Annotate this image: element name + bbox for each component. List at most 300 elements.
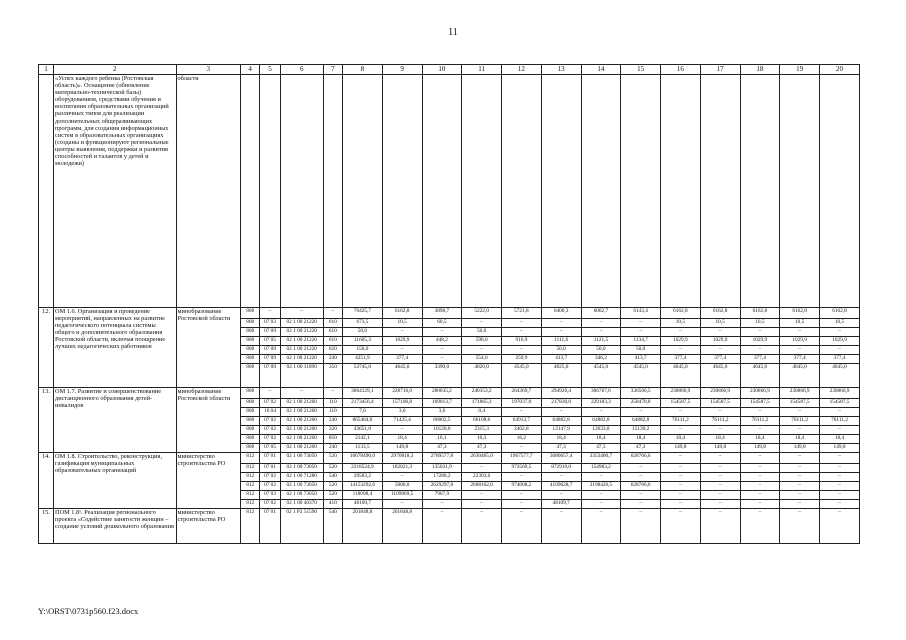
amount-cell: 53745,0 [343,364,383,388]
budget-code-cell: 110 [323,399,342,408]
amount-cell: 18,4 [820,435,860,444]
budget-code-cell: 02 1 00 21260 [280,417,323,426]
amount-cell: 6162,8 [661,308,701,319]
amount-cell: 306767,6 [581,388,621,399]
budget-code-cell: 808 [241,337,260,346]
amount-cell: 4645,0 [740,364,780,388]
amount-cell: 3898,7 [422,308,462,319]
budget-code-cell: – [280,308,323,319]
measure-name: ОМ 1.7. Развитие и совершенствование дистанционного образования детей-инвалидов [54,388,177,453]
amount-cell: 149,8 [661,444,701,453]
amount-cell [462,75,502,308]
amount-cell [700,75,740,308]
budget-code-cell: 540 [323,509,342,544]
amount-cell: 16,3 [462,435,502,444]
amount-cell: 2970818,3 [382,453,422,464]
budget-code-cell: 520 [323,464,342,473]
budget-code-cell: 808 [241,328,260,337]
executor-name: министерство строительства РО [176,453,240,509]
budget-code-cell: 02 1 00 11090 [280,364,323,388]
amount-cell: 5000,0 [382,482,422,491]
budget-code-cell: – [280,388,323,399]
column-number: 13 [541,65,581,75]
amount-cell: 2318524,9 [343,464,383,473]
budget-code-cell: 850 [323,435,342,444]
amount-cell: 2608162,0 [462,482,502,491]
amount-cell: 4545,0 [502,364,542,388]
amount-cell: 230866,9 [820,388,860,399]
amount-cell: – [502,444,542,453]
budget-code-cell: 410 [323,500,342,509]
amount-cell: – [780,328,820,337]
amount-cell: 4645,0 [382,364,422,388]
budget-code-cell: 808 [241,399,260,408]
amount-cell: 7967,9 [422,491,462,500]
amount-cell: 4020,0 [462,364,502,388]
budget-code-cell: 808 [241,346,260,355]
amount-cell: 1029,9 [382,337,422,346]
amount-cell: 872919,0 [541,464,581,473]
column-number: 17 [700,65,740,75]
amount-cell: 64882,8 [621,417,661,426]
amount-cell: 230866,9 [700,388,740,399]
amount-cell: – [541,328,581,337]
amount-cell: 598,0 [462,337,502,346]
amount-cell: 6400,3 [541,308,581,319]
amount-cell: 154587,5 [700,399,740,408]
budget-code-cell: 350 [323,364,342,388]
amount-cell: 377,4 [661,355,701,364]
amount-cell: – [780,453,820,464]
amount-cell: 16,2 [502,435,542,444]
amount-cell: 280035,2 [422,388,462,399]
page-number: 11 [448,27,458,38]
amount-cell: – [700,464,740,473]
amount-cell: 76111,2 [700,417,740,426]
budget-code-cell: 610 [323,328,342,337]
amount-cell: 48109,7 [343,500,383,509]
budget-code-cell: 07 09 [260,355,280,364]
amount-cell: 3,6 [382,408,422,417]
amount-cell: – [740,346,780,355]
budget-code-cell: 02 1 00 21260 [280,435,323,444]
amount-cell: 4645,0 [820,364,860,388]
amount-cell: 377,4 [700,355,740,364]
budget-code-cell: 320 [323,426,342,435]
amount-cell: 10,5 [661,319,701,328]
amount-cell: 5222,0 [462,308,502,319]
amount-cell: 1111,6 [541,337,581,346]
amount-cell: 259,9 [502,355,542,364]
amount-cell: 1133,5 [343,444,383,453]
amount-cell: 18,4 [382,435,422,444]
amount-cell: – [382,426,422,435]
amount-cell: – [541,491,581,500]
budget-code-cell: 07 03 [260,319,280,328]
budget-code-cell: 520 [323,482,342,491]
budget-table [38,64,860,544]
amount-cell: – [661,328,701,337]
amount-cell: 154587,5 [780,399,820,408]
amount-cell: – [581,328,621,337]
measure-name: ОМ 1.8. Строительство, реконструкция, газификация муниципальных образовательных организаций [54,453,177,509]
amount-cell: – [820,464,860,473]
amount-cell: – [661,500,701,509]
amount-cell: 71435,4 [382,417,422,426]
budget-code-cell [323,75,342,308]
budget-code-cell: 520 [323,491,342,500]
amount-cell: 2315,3 [462,426,502,435]
amount-cell: – [462,500,502,509]
budget-code-cell: 812 [241,453,260,464]
amount-cell: – [581,473,621,482]
column-number: 19 [780,65,820,75]
amount-cell: 182021,3 [382,464,422,473]
amount-cell: 43651,0 [343,426,383,435]
amount-cell: – [502,473,542,482]
executor-name: минобразование Ростовской области [176,308,240,388]
amount-cell: 10,5 [382,319,422,328]
amount-cell: – [621,509,661,544]
amount-cell: – [502,328,542,337]
header-row [39,65,860,75]
budget-code-cell: 07 02 [260,435,280,444]
amount-cell: – [820,509,860,544]
amount-cell: – [621,464,661,473]
amount-cell: 50,0 [462,328,502,337]
row-number: 12. [39,308,54,388]
column-number: 2 [54,65,177,75]
amount-cell: 48109,7 [541,500,581,509]
amount-cell: 18,4 [581,435,621,444]
amount-cell: 4545,0 [581,364,621,388]
amount-cell: 70425,7 [343,308,383,319]
amount-cell: 1029,9 [661,337,701,346]
budget-code-cell: 02 1 00 73050 [280,453,323,464]
column-number: 3 [176,65,240,75]
amount-cell: 16,1 [422,435,462,444]
amount-cell: 217830,0 [541,399,581,408]
amount-cell: 47,3 [541,444,581,453]
amount-cell: – [820,453,860,464]
amount-cell: 448,2 [422,337,462,346]
amount-cell: – [541,408,581,417]
amount-cell: 6162,8 [740,308,780,319]
amount-cell: 17280,2 [422,473,462,482]
budget-code-cell: 808 [241,444,260,453]
amount-cell: 10,5 [740,319,780,328]
amount-cell: 6162,8 [820,308,860,319]
budget-code-cell: 240 [323,417,342,426]
amount-cell: – [581,509,621,544]
budget-code-cell: 610 [323,319,342,328]
amount-cell: – [621,319,661,328]
amount-cell: 377,4 [820,355,860,364]
amount-cell: – [462,346,502,355]
budget-code-cell: 07 01 [260,464,280,473]
amount-cell: 201848,8 [382,509,422,544]
budget-code-cell: 07 05 [260,444,280,453]
table-row [39,453,860,464]
amount-cell: – [740,491,780,500]
column-number: 6 [280,65,323,75]
amount-cell: – [820,482,860,491]
amount-cell: 4251,9 [343,355,383,364]
amount-cell: 3,6 [422,408,462,417]
budget-code-cell: 07 02 [260,417,280,426]
amount-cell: 154587,5 [661,399,701,408]
amount-cell: – [661,346,701,355]
column-number: 15 [621,65,661,75]
amount-cell: 228716,0 [382,388,422,399]
amount-cell: – [780,408,820,417]
amount-cell: 154983,2 [581,464,621,473]
amount-cell: – [422,328,462,337]
amount-cell: 377,4 [780,355,820,364]
budget-code-cell: 02 1 00 21220 [280,346,323,355]
amount-cell: – [621,473,661,482]
amount-cell: 18,4 [541,435,581,444]
amount-cell: 1029,9 [740,337,780,346]
column-number: 9 [382,65,422,75]
budget-code-cell: 07 01 [260,509,280,544]
amount-cell [343,75,383,308]
amount-cell: 974008,2 [502,482,542,491]
amount-cell: – [661,473,701,482]
budget-code-cell: 10 04 [260,408,280,417]
amount-cell: 673,5 [343,319,383,328]
amount-cell: 14153292,6 [343,482,383,491]
amount-cell: – [780,482,820,491]
amount-cell: 1121,5 [581,337,621,346]
amount-cell: 2142,1 [343,435,383,444]
amount-cell: – [740,500,780,509]
amount-cell: 11605,3 [343,337,383,346]
amount-cell [382,75,422,308]
amount-cell: – [661,482,701,491]
amount-cell: – [502,319,542,328]
amount-cell: 18,4 [740,435,780,444]
amount-cell: 76111,2 [780,417,820,426]
amount-cell: 6162,8 [780,308,820,319]
amount-cell: 4645,0 [700,364,740,388]
measure-name: «Успех каждого ребенка (Ростовская область)». Оснащение (обновление материально-технической базы) оборудованием, средствами обучения и воспитания образовательных организаций различных типов для реализации дополнительных общеразвивающих программ, для создания информационных систем в образовательных организациях (созданы и функционируют региональные центры выявления, поддержки и развития способностей и талантов у детей и молодежи) [54,75,177,308]
amount-cell: 1029,9 [780,337,820,346]
budget-code-cell: 02 1 00 73050 [280,464,323,473]
amount-cell: 18,4 [700,435,740,444]
budget-code-cell: 808 [241,319,260,328]
budget-code-cell: 07 02 [260,399,280,408]
amount-cell [621,75,661,308]
amount-cell: – [780,491,820,500]
amount-cell: – [462,464,502,473]
amount-cell: 628766,6 [621,482,661,491]
budget-code-cell: 240 [323,444,342,453]
amount-cell: 157106,8 [382,399,422,408]
amount-cell: 264369,7 [502,388,542,399]
amount-cell: – [740,328,780,337]
budget-code-cell: 812 [241,473,260,482]
amount-cell: – [581,500,621,509]
amount-cell: 413,7 [621,355,661,364]
amount-cell: – [621,408,661,417]
amount-cell: 1029,9 [820,337,860,346]
column-number: 8 [343,65,383,75]
budget-code-cell: – [323,308,342,319]
budget-code-cell: 02 1 00 21220 [280,355,323,364]
column-number: 14 [581,65,621,75]
amount-cell: – [422,355,462,364]
amount-cell: 6143,4 [621,308,661,319]
table-row [39,75,860,308]
amount-cell: 3080657,4 [541,453,581,464]
amount-cell: 5721,8 [502,308,542,319]
budget-code-cell: 02 1 00 21260 [280,399,323,408]
amount-cell: – [422,500,462,509]
amount-cell [541,75,581,308]
amount-cell: 6062,7 [581,308,621,319]
budget-code-cell: 07 02 [260,500,280,509]
amount-cell: 197037,0 [502,399,542,408]
amount-cell: 171865,3 [462,399,502,408]
amount-cell: 2402,8 [502,426,542,435]
amount-cell: 12147,9 [541,426,581,435]
amount-cell: – [700,408,740,417]
table-row [39,509,860,544]
amount-cell: – [780,500,820,509]
budget-code-cell: 808 [241,388,260,399]
amount-cell: – [581,319,621,328]
amount-cell: – [780,509,820,544]
budget-code-cell: 610 [323,337,342,346]
amount-cell: 76111,2 [661,417,701,426]
amount-cell [502,75,542,308]
amount-cell: 3198426,5 [581,482,621,491]
amount-cell: 18,4 [621,435,661,444]
column-number: 10 [422,65,462,75]
amount-cell: 47,3 [581,444,621,453]
budget-code-cell: – [323,388,342,399]
amount-cell: 149,8 [820,444,860,453]
amount-cell: 230866,9 [661,388,701,399]
budget-code-cell: 07 02 [260,473,280,482]
budget-code-cell: 02 1 00 40370 [280,500,323,509]
budget-code-cell: 02 1 00 21260 [280,444,323,453]
amount-cell [740,75,780,308]
amount-cell: – [700,509,740,544]
budget-code-cell: 808 [241,355,260,364]
amount-cell: 4645,0 [780,364,820,388]
amount-cell: 118098,4 [343,491,383,500]
amount-cell: – [541,509,581,544]
amount-cell: – [382,500,422,509]
amount-cell: 294926,4 [541,388,581,399]
amount-cell: 628766,6 [621,453,661,464]
amount-cell: 916,9 [502,337,542,346]
amount-cell: 2630465,0 [462,453,502,464]
amount-cell: 413,7 [541,355,581,364]
amount-cell: 149,8 [700,444,740,453]
amount-cell: 22303,0 [462,473,502,482]
budget-code-cell: 812 [241,482,260,491]
amount-cell: – [502,500,542,509]
amount-cell: 64913,7 [502,417,542,426]
amount-cell: 1134,7 [621,337,661,346]
amount-cell: 47,3 [462,444,502,453]
amount-cell: – [700,500,740,509]
amount-cell: 154587,5 [820,399,860,408]
amount-cell: – [700,491,740,500]
amount-cell: 149,8 [740,444,780,453]
amount-cell: 377,4 [382,355,422,364]
table-row [39,308,860,319]
budget-code-cell: 07 09 [260,346,280,355]
budget-code-cell: 520 [323,453,342,464]
amount-cell: 68002,5 [422,417,462,426]
amount-cell: 4109628,7 [541,482,581,491]
row-number: 15. [39,509,54,544]
amount-cell: 15139,2 [621,426,661,435]
amount-cell: – [700,473,740,482]
budget-code-cell: 02 1 P2 51590 [280,509,323,544]
budget-code-cell: 07 02 [260,482,280,491]
budget-code-cell: 02 1 00 21220 [280,328,323,337]
amount-cell: 10120,0 [422,426,462,435]
amount-cell: – [820,328,860,337]
column-number: 5 [260,65,280,75]
amount-cell [422,75,462,308]
amount-cell: – [661,426,701,435]
column-number: 20 [820,65,860,75]
budget-code-cell: 812 [241,464,260,473]
column-number: 11 [462,65,502,75]
amount-cell: 230866,9 [780,388,820,399]
budget-code-cell: 540 [323,473,342,482]
amount-cell: 554,0 [462,355,502,364]
amount-cell: 10,5 [700,319,740,328]
executor-name: области [176,75,240,308]
amount-cell: – [820,408,860,417]
row-number: 13. [39,388,54,453]
amount-cell: 150,0 [343,346,383,355]
budget-code-cell: 07 09 [260,364,280,388]
amount-cell: 66108,6 [462,417,502,426]
column-number: 4 [241,65,260,75]
amount-cell: – [740,426,780,435]
budget-code-cell: 02 1 00 21220 [280,319,323,328]
amount-cell: 4645,0 [661,364,701,388]
column-number: 18 [740,65,780,75]
table-row [39,388,860,399]
amount-cell: 3390,0 [422,364,462,388]
amount-cell: – [462,491,502,500]
budget-code-cell: 808 [241,408,260,417]
column-number: 7 [323,65,342,75]
budget-code-cell: 808 [241,417,260,426]
amount-cell: 7,6 [343,408,383,417]
amount-cell: 4825,0 [541,364,581,388]
budget-code-cell: 620 [323,346,342,355]
amount-cell: – [740,464,780,473]
amount-cell: – [740,408,780,417]
budget-code-cell: 07 09 [260,328,280,337]
row-number [39,75,54,308]
budget-code-cell: 07 02 [260,426,280,435]
amount-cell: – [780,473,820,482]
amount-cell: 149,8 [382,444,422,453]
amount-cell: 0,4 [462,408,502,417]
executor-name: министерство строительства РО [176,509,240,544]
